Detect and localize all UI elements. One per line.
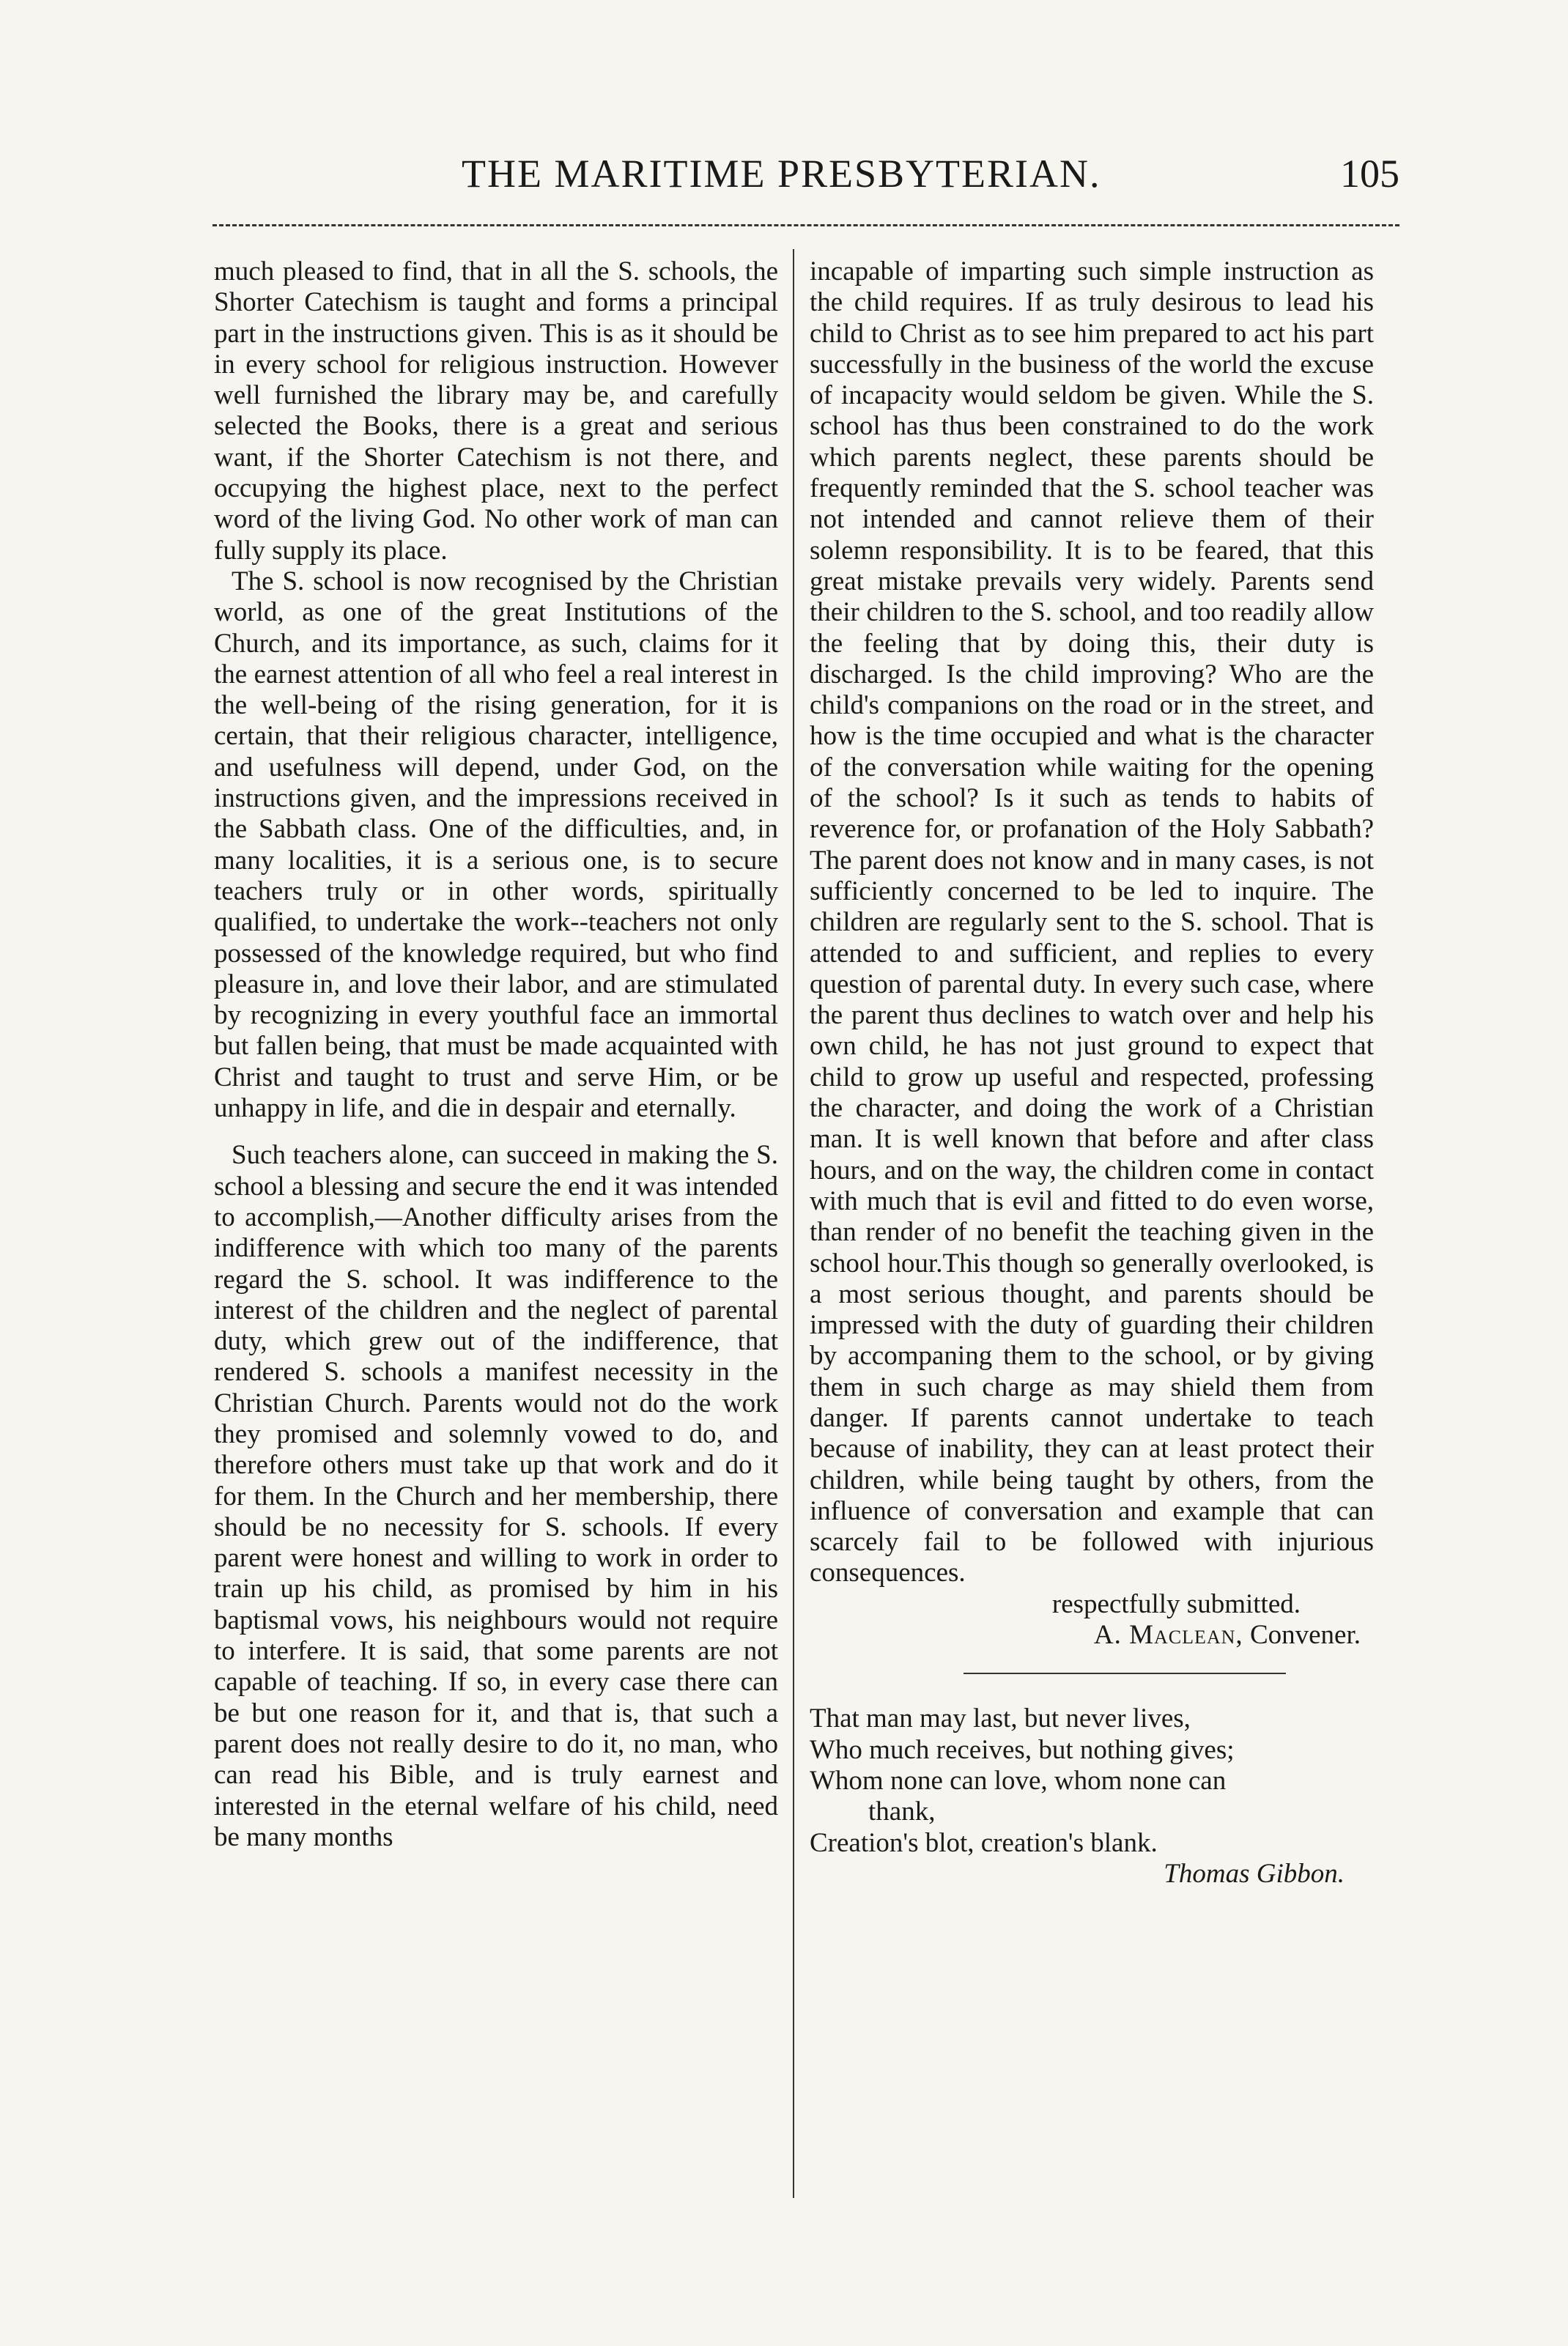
right-column xyxy=(810,256,1374,1890)
left-column xyxy=(214,256,778,1853)
closing-line: respectfully submitted. xyxy=(1051,1588,1301,1619)
signature-title: Convener. xyxy=(1249,1620,1361,1651)
poem-line: Whom none can love, whom none can xyxy=(810,1765,1227,1796)
column-divider xyxy=(793,249,794,2198)
paragraph: The S. school is now recognised by the Christian world, as one of the great Institutions of the Church, and its importance, as such, claims for it the earnest attention of all who feel a real interest in the well-being of the rising generation, for it is certain, that their religious character, intelligence, and usefulness will depend, under God, on the instructions given, and the impressions received in the Sabbath class. One of the difficulties, and, in many localities, it is a serious one, is to secure teachers truly or in other words, spiritually qualified, to undertake the work--teachers not only possessed of the knowledge required, but who find pleasure in, and love their labor, and are stimulated by recognizing in every youthful face an immortal but fallen being, that must be made acquainted with Christ and taught to trust and serve Him, or be unhappy in life, and die in despair and eternally. xyxy=(214,566,778,1124)
paragraph: Such teachers alone, can succeed in making the S. school a blessing and secure the end it was intended to accomplish,—Another difficulty arises from the indifference with which too many of the parents regard the S. school. It was indifference to the interest of the children and the neglect of parental duty, which grew out of the indifference, that rendered S. schools a manifest necessity in the Christian Church. Parents would not do the work they promised and solemnly vowed to do, and therefore others must take up that work and do it for them. In the Church and her membership, there should be no necessity for S. schools. If every parent were honest and willing to work in order to train up his child, as promised by him in his baptismal vows, his neighbours would not require to interfere. It is said, that some parents are not capable of teaching. If so, in every case there can be but one reason for it, and that is, that such a parent does not really desire to do it, no man, who can read his Bible, and is truly earnest and interested in the eternal welfare of his child, need be many months xyxy=(214,1140,778,1852)
paragraph: incapable of imparting such simple instruction as the child requires. If as truly desirous to lead his child to Christ as to see him prepared to act his part successfully in the business of the world the excuse of incapacity would seldom be given. While the S. school has thus been constrained to do the work which parents neglect, these parents should be frequently reminded that the S. school teacher was not intended and cannot relieve them of their solemn responsibility. It is to be feared, that this great mistake prevails very widely. Parents send their children to the S. school, and too readily allow the feeling that by doing this, their duty is discharged. Is the child improving? Who are the child's companions on the road or in the street, and how is the time occupied and what is the character of the conversation while waiting for the opening of the school? Is it such as tends to habits of reverence for, or profanation of the Holy Sabbath? The parent does not know and in many cases, is not sufficiently concerned to be led to inquire. The children are regularly sent to the S. school. That is attended to and sufficient, and replies to every question of parental duty. In every such case, where the parent thus declines to watch over and help his own child, he has not just ground to expect that child to grow up useful and respected, professing the character, and doing the work of a Christian man. It is well known that before and after class hours, and on the way, the children come in contact with much that is evil and fitted to do even worse, than render of no benefit the teaching given in the school hour.This though so generally overlooked, is a most serious thought, and parents should be impressed with the duty of guarding their children by accompaning them to the school, or by giving them in such charge as may shield them from danger. If parents cannot undertake to teach because of inability, they can at least protect their children, while being taught by others, from the influence of conversation and example that can scarcely fail to be followed with injurious consequences. xyxy=(810,256,1374,1588)
poem xyxy=(810,1703,1374,1858)
header-rule xyxy=(212,224,1399,226)
journal-title: THE MARITIME PRESBYTERIAN. xyxy=(462,152,1101,196)
signature-name: A. Maclean, xyxy=(1093,1620,1243,1651)
page-number: 105 xyxy=(1340,152,1399,196)
poem-line: Creation's blot, creation's blank. xyxy=(810,1827,1158,1858)
section-separator xyxy=(964,1673,1286,1674)
poem-line: thank, xyxy=(868,1796,936,1827)
signature xyxy=(810,1620,1374,1651)
poem-author: Thomas Gibbon. xyxy=(1164,1858,1345,1889)
paragraph: much pleased to find, that in all the S. schools, the Shorter Catechism is taught and forms a principal part in the instructions given. This is as it should be in every school for religious instruction. However well furnished the library may be, and carefully selected the Books, there is a great and serious want, if the Shorter Catechism is not there, and occupying the highest place, next to the perfect word of the living God. No other work of man can fully supply its place. xyxy=(214,256,778,566)
poem-line: Who much receives, but nothing gives; xyxy=(810,1734,1235,1765)
page-header xyxy=(212,147,1399,212)
poem-line: That man may last, but never lives, xyxy=(810,1703,1191,1734)
